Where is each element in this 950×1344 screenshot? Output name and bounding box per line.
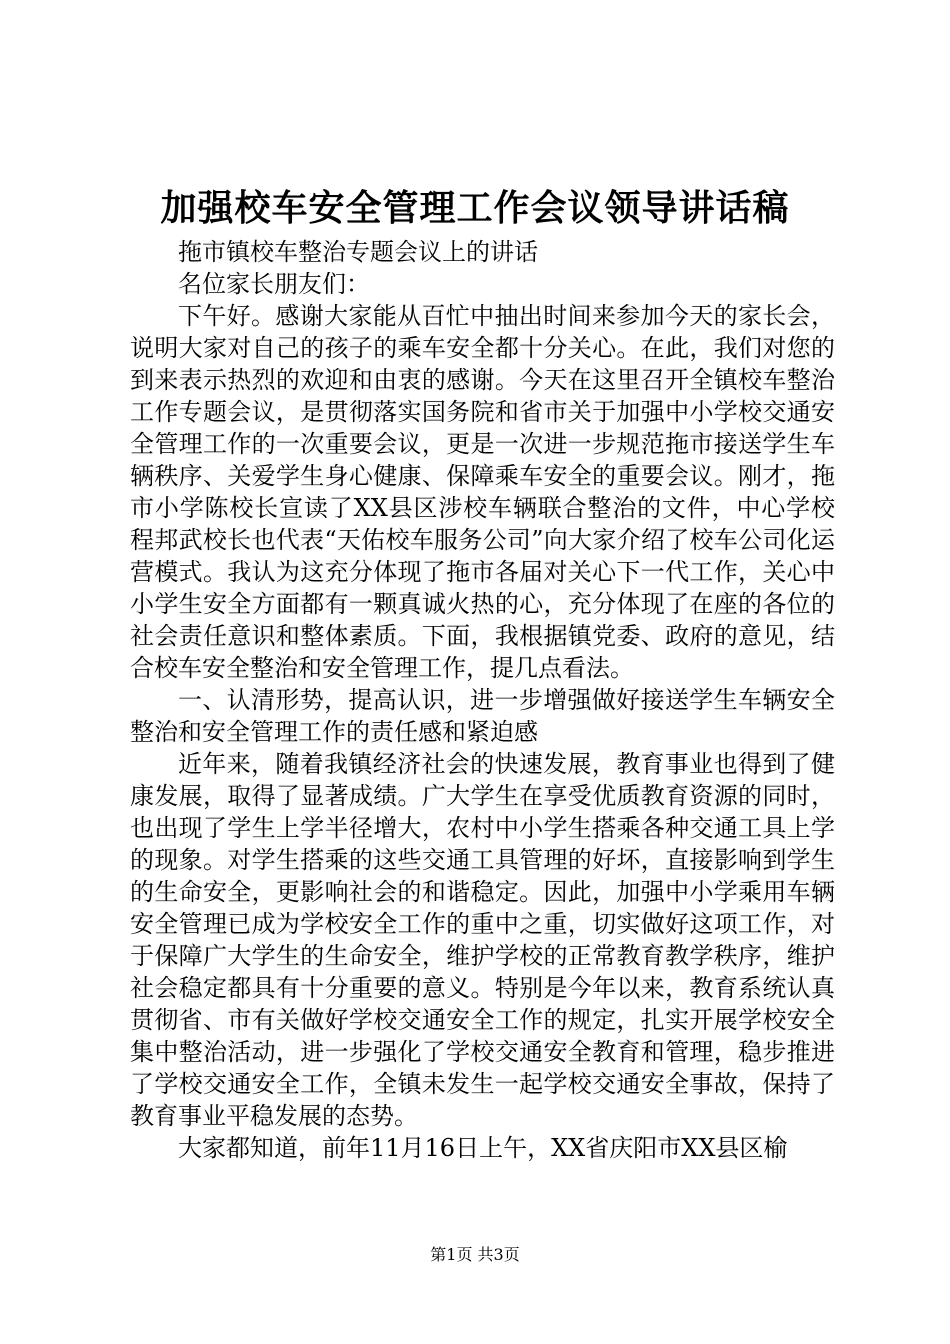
body-paragraph: 大家都知道，前年11月16日上午，XX省庆阳市XX县区榆 xyxy=(178,1134,788,1162)
salutation-paragraph: 名位家长朋友们： xyxy=(178,270,370,298)
document-body xyxy=(130,236,835,1164)
body-paragraph: 近年来，随着我镇经济社会的快速发展，教育事业也得到了健康发展，取得了显著成绩。广大学生在享受优质教育资源的同时，也出现了学生上学半径增大，农村中小学生搭乘各种交通工具上学的现象。对学生搭乘的这些交通工具管理的好坏，直接影响到学生的生命安全，更影响社会的和谐稳定。因此，加强中小学乘用车辆安全管理已成为学校安全工作的重中之重，切实做好这项工作，对于保障广大学生的生命安全，维护学校的正常教育教学秩序，维护社会稳定都具有十分重要的意义。特别是今年以来，教育系统认真贯彻省、市有关做好学校交通安全工作的规定，扎实开展学校安全集中整治活动，进一步强化了学校交通安全教育和管理，稳步推进了学校交通安全工作，全镇未发生一起学校交通安全事故，保持了教育事业平稳发展的态势。 xyxy=(130,750,835,1130)
subtitle-paragraph: 拖市镇校车整治专题会议上的讲话 xyxy=(178,238,538,266)
page-number-footer: 第1页 共3页 xyxy=(430,1245,520,1264)
body-paragraph: 下午好。感谢大家能从百忙中抽出时间来参加今天的家长会，说明大家对自己的孩子的乘车安全都十分关心。在此，我们对您的到来表示热烈的欢迎和由衷的感谢。今天在这里召开全镇校车整治工作专题会议，是贯彻落实国务院和省市关于加强中小学校交通安全管理工作的一次重要会议，更是一次进一步规范拖市接送学生车辆秩序、关爱学生身心健康、保障乘车安全的重要会议。刚才，拖市小学陈校长宣读了XX县区涉校车辆联合整治的文件，中心学校程邦武校长也代表“天佑校车服务公司”向大家介绍了校车公司化运营模式。我认为这充分体现了拖市各届对关心下一代工作，关心中小学生安全方面都有一颗真诚火热的心，充分体现了在座的各位的社会责任意识和整体素质。下面，我根据镇党委、政府的意见，结合校车安全整治和安全管理工作，提几点看法。 xyxy=(130,302,835,682)
section-heading-paragraph: 一、认清形势，提高认识，进一步增强做好接送学生车辆安全整治和安全管理工作的责任感和紧迫感 xyxy=(130,686,835,746)
document-title: 加强校车安全管理工作会议领导讲话稿 xyxy=(160,187,790,229)
